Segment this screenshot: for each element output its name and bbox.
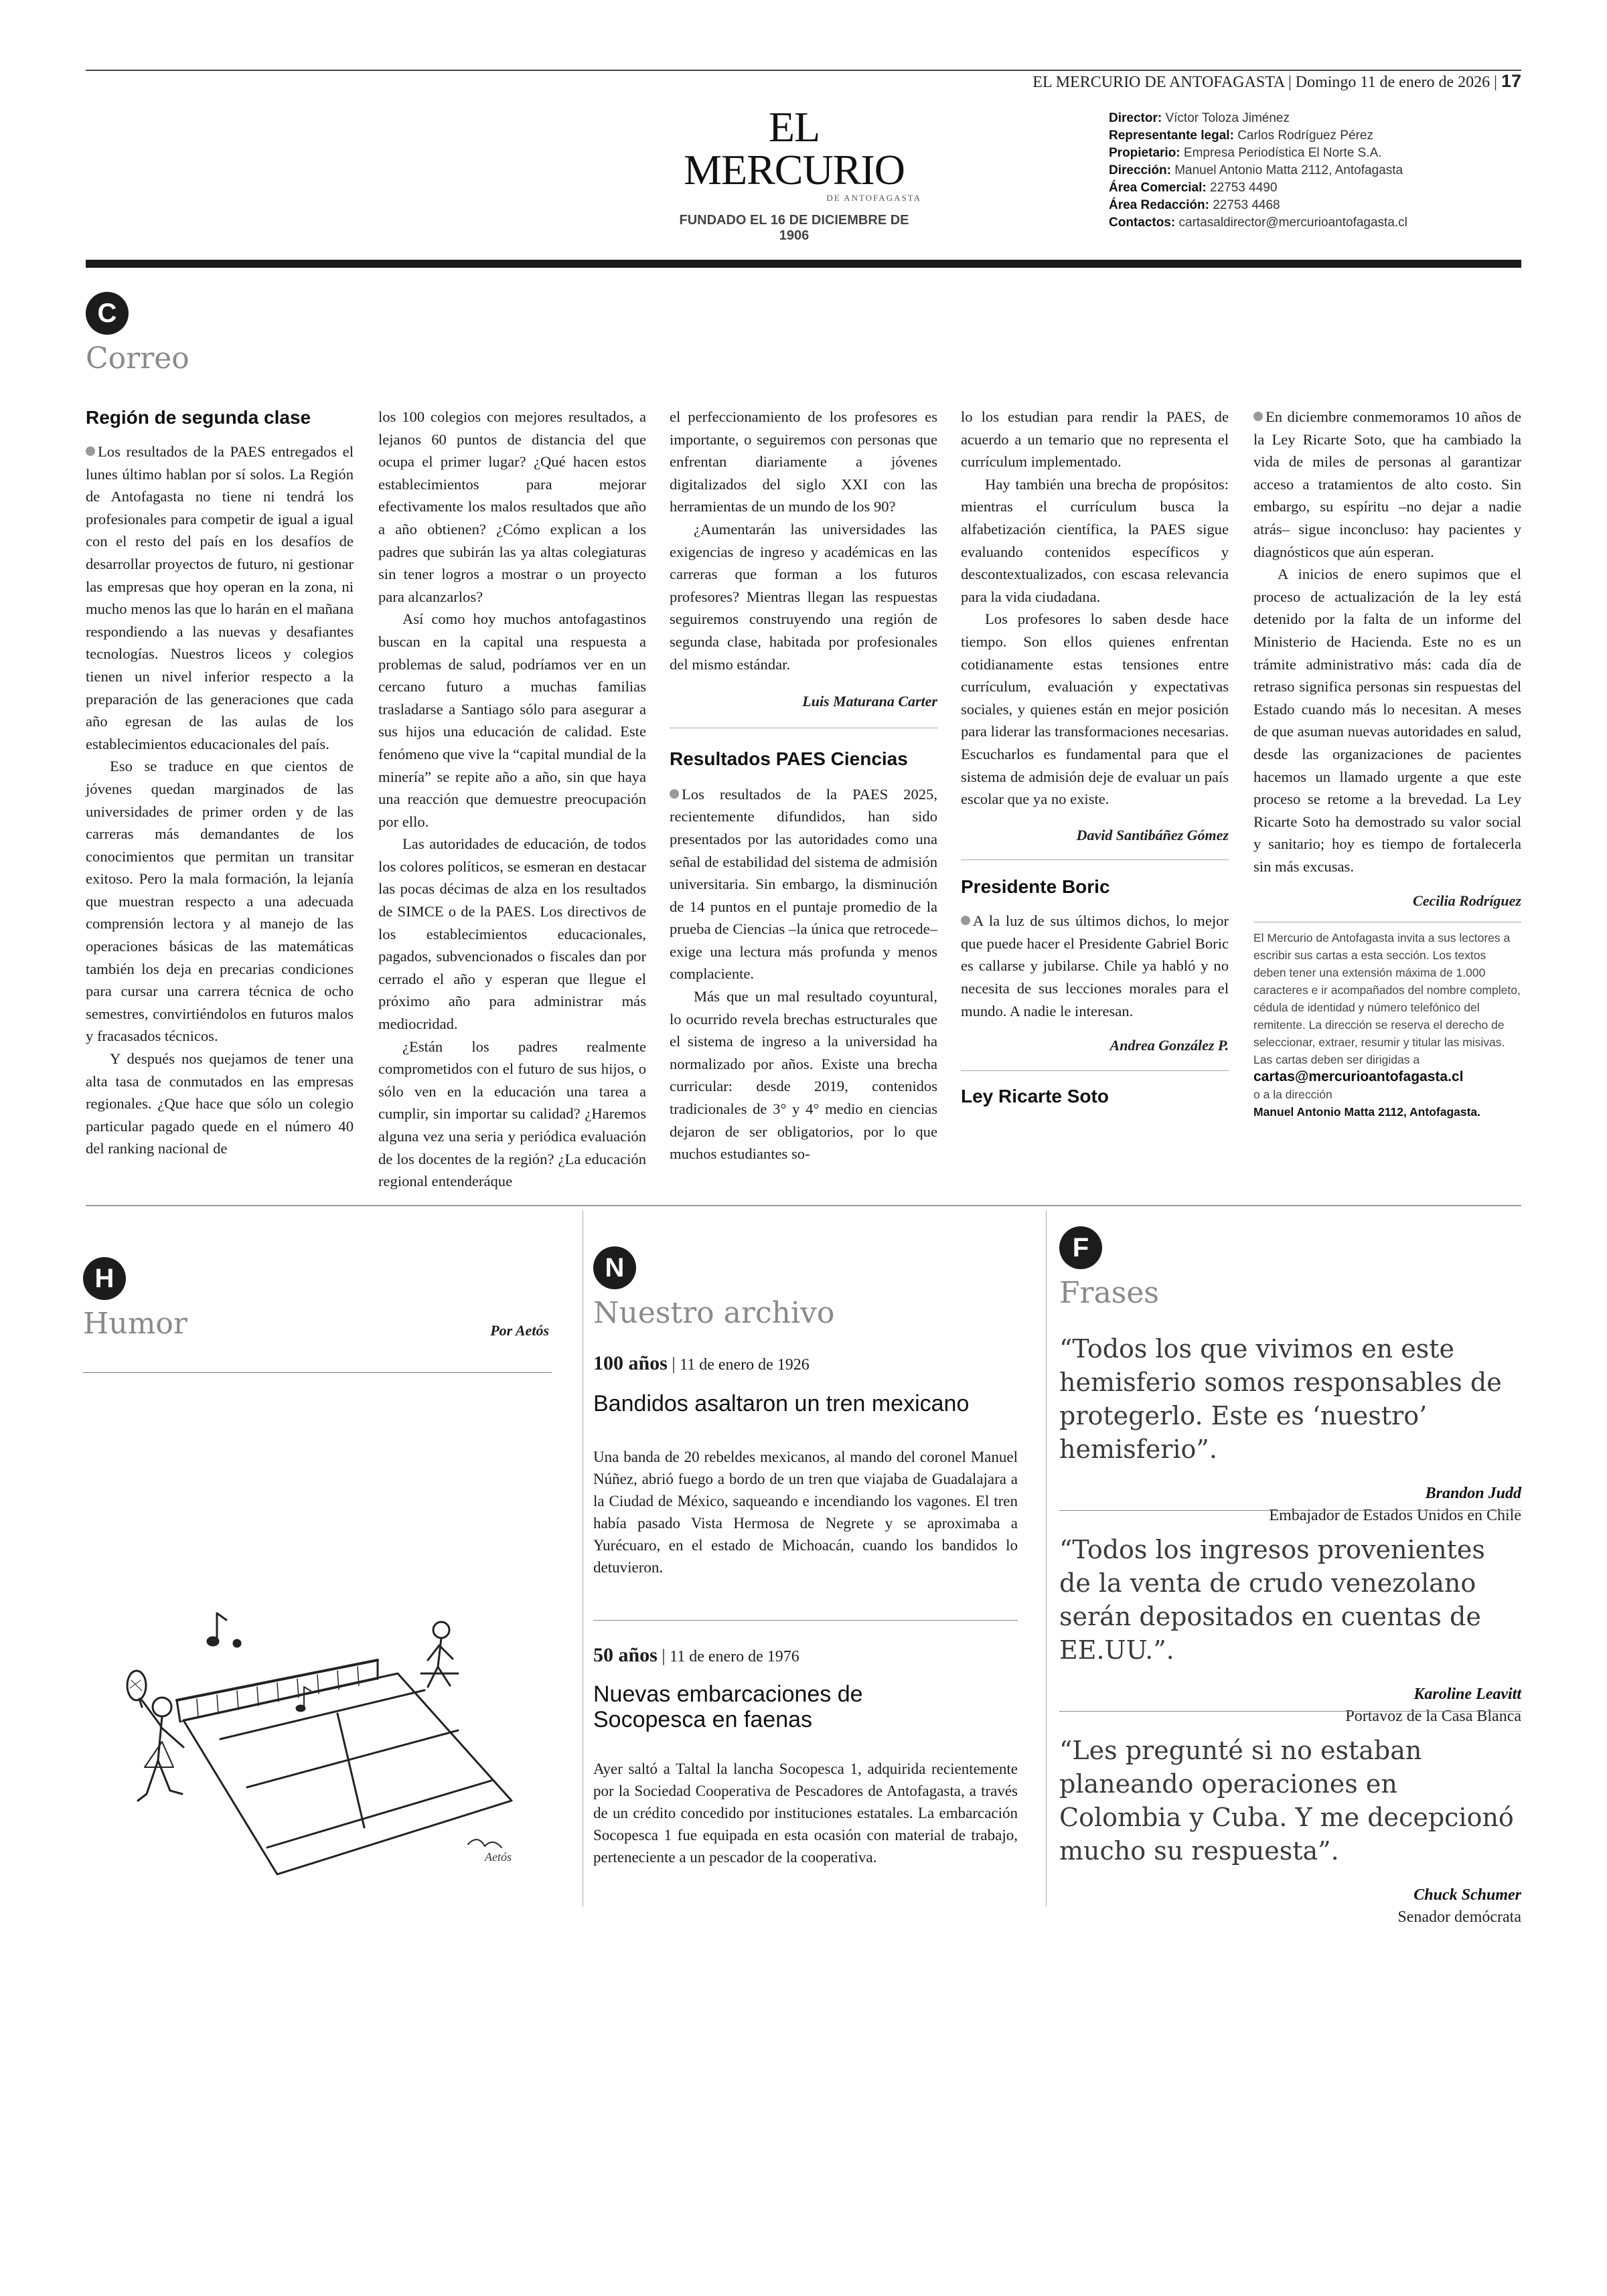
archive-headline: Bandidos asaltaron un tren mexicano [593, 1391, 970, 1416]
letter-author: David Santibáñez Gómez [1076, 826, 1229, 843]
letter-author: Cecilia Rodríguez [1413, 892, 1521, 910]
letter-heading: Ley Ricarte Soto [961, 1085, 1109, 1106]
issue-date: Domingo 11 de enero de 2026 [1295, 74, 1490, 91]
letter-paragraph: A inicios de enero supimos que el proceso de actualización de la ley está detenido por la falta de un informe del Ministerio de Hacienda. Este no es un trámite administrativo más: cada día de retraso significa personas sin respuestas del Estado cuando más lo necesitan. A meses de que asuman nuevas autoridades en salud, desde las organizaciones de pacientes hacemos un llamado urgente a que este proceso se retome a la brevedad. La Ley Ricarte Soto ha demostrado su valor social y sanitario; hoy es tiempo de fortalecerla sin más excusas. [1253, 566, 1521, 875]
staff-line: Dirección: Manuel Antonio Matta 2112, Antofagasta [1109, 163, 1403, 177]
founded-line: FUNDADO EL 16 DE DICIEMBRE DE 1906 [679, 213, 909, 243]
quote-author: Brandon Judd [1425, 1485, 1521, 1502]
archive-date: 11 de enero de 1976 [670, 1648, 799, 1665]
letter-heading: Presidente Boric [961, 876, 1110, 898]
bullet-icon [670, 789, 679, 799]
letter-heading: Resultados PAES Ciencias [670, 748, 908, 769]
quote-role: Embajador de Estados Unidos en Chile [1269, 1507, 1521, 1524]
archive-years: 100 años [593, 1352, 668, 1374]
tennis-cartoon [83, 1566, 552, 1888]
logo-name: EL MERCURIO [684, 103, 905, 193]
letter-author: Andrea González P. [1109, 1037, 1229, 1054]
letters-address: Manuel Antonio Matta 2112, Antofagasta. [1253, 1105, 1481, 1119]
correo-badge: C [86, 292, 129, 335]
frases-badge: F [1059, 1226, 1102, 1269]
archive-dateline: 100 años | 11 de enero de 1926 [593, 1352, 810, 1374]
letter-paragraph: Hay también una brecha de propósitos: mientras el currículum busca la alfabetización científica, la PAES sigue evaluando contenidos específicos y descontextualizados, con escasa relevancia para la vida ciudadana. [961, 475, 1229, 605]
quote-role: Senador demócrata [1397, 1908, 1521, 1926]
quote-block [1059, 1734, 1521, 1926]
archive-divider [593, 1620, 1018, 1621]
letter-author: Luis Maturana Carter [802, 693, 937, 710]
archive-date: 11 de enero de 1926 [680, 1356, 810, 1374]
quote-text: “Todos los ingresos provenientes de la venta de crudo venezolano serán depositados en cuentas de EE.UU.”. [1059, 1535, 1485, 1665]
staff-line: Contactos: cartasaldirector@mercurioantofagasta.cl [1109, 216, 1407, 230]
page-number: 17 [1501, 71, 1521, 91]
letter-paragraph: Los resultados de la PAES entregados el lunes último hablan por sí solos. La Región de Antofagasta no tiene ni tendrá los profesionales para competir de igual a igual con el resto del país en los desafíos de desarrollar proyectos de futuro, ni gestionar las empresas que hoy operan en la zona, ni mucho menos las que lo harán en el mañana respondiendo a las nuevas y desafiantes tecnologías. Nuestros liceos y colegios tienen un nivel inferior respecto a la preparación de las generaciones que cada año egresan de las aulas de los establecimientos educacionales del país. [86, 443, 354, 752]
archive-years: 50 años [593, 1644, 658, 1666]
quote-text: “Todos los que vivimos en este hemisferio somos responsables de protegerlo. Este es ‘nuestro’ hemisferio”. [1059, 1334, 1502, 1464]
bullet-icon [1253, 412, 1263, 421]
letter-paragraph: En diciembre conmemoramos 10 años de la Ley Ricarte Soto, que ha cambiado la vida de miles de personas al garantizar acceso a tratamientos de alto costo. Sin embargo, su espíritu –no dejar a nadie atrás– sigue inconcluso: hay pacientes y diagnósticos que aún esperan. [1253, 408, 1521, 560]
humor-byline: Por Aetós [490, 1322, 549, 1339]
quote-block [1059, 1332, 1521, 1525]
section-divider [86, 1205, 1521, 1206]
archivo-badge: N [593, 1246, 636, 1289]
quote-divider [1059, 1510, 1521, 1511]
archive-dateline: 50 años | 11 de enero de 1976 [593, 1644, 799, 1666]
letter-paragraph: Los resultados de la PAES 2025, recientemente difundidos, han sido presentados por las autoridades como una señal de estabilidad del sistema de admisión universitaria. Sin embargo, la disminución de 14 puntos en el puntaje promedio de la prueba de Ciencias –la única que retrocede– exige una lectura más profunda y menos complaciente. [670, 785, 937, 983]
staff-line: Representante legal: Carlos Rodríguez Pérez [1109, 129, 1373, 143]
submission-note: El Mercurio de Antofagasta invita a sus lectores a escribir sus cartas a esta sección. Los textos deben tener una extensión máxima de 1.000 caracteres e ir acompañados del nombre completo, cédula de identidad y número telefónico del remitente. La dirección se reserva el derecho de seleccionar, extraer, resumir y titular las misivas. Las cartas deben ser dirigidas a cartas@mercurioantofagasta.cl o a la dirección Manuel Antonio Matta 2112, Antofagasta. [1253, 931, 1521, 1119]
letter-paragraph: ¿Aumentarán las universidades las exigencias de ingreso y académicas en las carreras que forman a los futuros profesores? Mientras llegan las respuestas seguiremos construyendo una región de segunda clase, habitada por profesionales del mismo estándar. [670, 520, 937, 673]
humor-rule [83, 1372, 552, 1373]
quote-text: “Les pregunté si no estaban planeando operaciones en Colombia y Cuba. Y me decepcionó mucho su respuesta”. [1059, 1736, 1514, 1866]
quote-author: Karoline Leavitt [1413, 1686, 1521, 1703]
quote-role: Portavoz de la Casa Blanca [1345, 1708, 1521, 1725]
logo-subtitle: DE ANTOFAGASTA [826, 193, 921, 203]
letter-paragraph: Eso se traduce en que cientos de jóvenes quedan marginados de las universidades de primer orden y de las carreras más demandantes de los conocimientos que permitan un transitar exitoso. Pero la mala formación, la lejanía que muestran respecto a una adecuada comprensión lectora y al manejo de las operaciones básicas de las matemáticas también los deja en precarias condiciones para cursar una carrera técnica de ocho semestres, convirtiéndolos en futuros malos y fracasados técnicos. [86, 758, 354, 1045]
correo-column-1 [86, 406, 354, 1160]
archive-body: Ayer saltó a Taltal la lancha Socopesca 1, adquirida recientemente por la Sociedad Cooperativa de Pescadores de Antofagasta, a través de un crédito concedido por instituciones estatales. La embarcación Socopesca 1 fue equipada en esta ocasión con material de trabajo, perteneciente a un pescador de la cooperativa. [593, 1760, 1018, 1866]
archivo-title: Nuestro archivo [593, 1296, 835, 1330]
contact-email[interactable]: cartasaldirector@mercurioantofagasta.cl [1178, 216, 1407, 230]
archive-item [593, 1644, 1018, 1868]
quote-author: Chuck Schumer [1413, 1886, 1521, 1904]
correo-column-4 [961, 406, 1229, 1109]
column-divider [1046, 1210, 1047, 1906]
folio: EL MERCURIO DE ANTOFAGASTA | Domingo 11 de enero de 2026 | 17 [1032, 71, 1521, 91]
letter-heading: Región de segunda clase [86, 407, 311, 428]
staff-box [1109, 110, 1407, 232]
letters-email[interactable]: cartas@mercurioantofagasta.cl [1253, 1069, 1464, 1085]
letter-paragraph: el perfeccionamiento de los profesores es importante, o seguiremos con personas que enfrentan diariamente a jóvenes digitalizados del siglo XXI con las herramientas de un mundo de los 90? [670, 408, 937, 515]
letter-paragraph: Los profesores lo saben desde hace tiempo. Son ellos quienes enfrentan cotidianamente estas tensiones entre currículum, evaluación y expectativas sociales, y quienes están en mejor posición para liderar las transformaciones necesarias. Escucharlos es fundamental para que el sistema de admisión deje de evaluar un país escolar que ya no existe. [961, 610, 1229, 808]
staff-line: Área Comercial: 22753 4490 [1109, 181, 1278, 195]
archive-headline: Nuevas embarcaciones de Socopesca en faenas [593, 1682, 863, 1732]
quote-block [1059, 1533, 1521, 1726]
letter-paragraph: los 100 colegios con mejores resultados, a lejanos 60 puntos de distancia del que ocupa el primer lugar? ¿Qué hacen estos establecimientos para mejorar efectivamente los malos resultados que año a año obtienen? ¿Cómo explican a los padres que subirán las ya altas colegiaturas sin tener logros a mostrar o un proyecto para alcanzarlos? [378, 408, 646, 605]
letter-paragraph: lo los estudian para rendir la PAES, de acuerdo a un temario que no representa el currículum implementado. [961, 408, 1229, 471]
letter-paragraph: Las autoridades de educación, de todos los colores políticos, se esmeran en destacar las pocas décimas de alza en los resultados de SIMCE o de la PAES. Los directivos de los establecimientos educacionales, pagados, subvencionados o fiscales dan por cerrado el año y esperan que llegue el próximo año para administrar más mediocridad. [378, 835, 646, 1033]
letter-paragraph: Así como hoy muchos antofagastinos buscan en la capital una respuesta a problemas de salud, podríamos ver en un cercano futuro a muchas familias trasladarse a Santiago sólo para asegurar a sus hijos una educación de calidad. Este fenómeno que vive la “capital mundial de la minería” se repite año a año, sin que haya una reacción que demuestre preocupación por ello. [378, 610, 646, 830]
archive-body: Una banda de 20 rebeldes mexicanos, al mando del coronel Manuel Núñez, abrió fuego a bordo de un tren que viajaba de Guadalajara a la Ciudad de México, saqueando e incendiando los vagones. El tren había pasado Vista Hermosa de Negrete y se aproximaba a Yurécuaro, en el estado de Michoacán, cuando los bandidos lo detuvieron. [593, 1449, 1018, 1576]
publication-name: EL MERCURIO DE ANTOFAGASTA [1032, 74, 1284, 91]
quote-divider [1059, 1711, 1521, 1712]
cartoon-signature: Aetós [485, 1850, 512, 1864]
newspaper-logo [667, 103, 921, 244]
masthead-rule [86, 260, 1521, 268]
correo-title: Correo [86, 341, 189, 376]
archive-item [593, 1352, 1018, 1578]
staff-line: Director: Víctor Toloza Jiménez [1109, 111, 1290, 125]
humor-title: Humor [83, 1307, 187, 1341]
bullet-icon [86, 446, 95, 456]
correo-column-5 [1253, 406, 1521, 1121]
letter-paragraph: A la luz de sus últimos dichos, lo mejor que puede hacer el Presidente Gabriel Boric es callarse y jubilarse. Chile ya habló y no necesita de sus lecciones morales para el mundo. A nadie le interesan. [961, 912, 1229, 1019]
letter-paragraph: Más que un mal resultado coyuntural, lo ocurrido revela brechas estructurales que el sistema de ingreso a la universidad ha normalizado por años. Existe una brecha curricular: desde 2019, contenidos tradicionales de 3° y 4° medio en ciencias dejaron de ser obligatorios, por lo que muchos estudiantes so- [670, 988, 937, 1163]
letter-paragraph: Y después nos quejamos de tener una alta tasa de conmutados en las empresas regionales. ¿Que hace que sólo un colegio particular pagado quede en el número 40 del ranking nacional de [86, 1050, 354, 1157]
correo-column-3 [670, 406, 937, 1165]
staff-line: Área Redacción: 22753 4468 [1109, 198, 1280, 212]
frases-title: Frases [1059, 1276, 1159, 1310]
humor-badge: H [83, 1257, 126, 1300]
letter-paragraph: ¿Están los padres realmente comprometidos con el futuro de sus hijos, o sólo ven en la educación una tarea a cumplir, sin importar su calidad? ¿Haremos alguna vez una seria y periódica evaluación de los docentes de la región? ¿La educación regional entenderáque [378, 1038, 646, 1190]
correo-column-2 [378, 406, 646, 1193]
staff-line: Propietario: Empresa Periodística El Norte S.A. [1109, 146, 1382, 160]
bullet-icon [961, 916, 970, 925]
